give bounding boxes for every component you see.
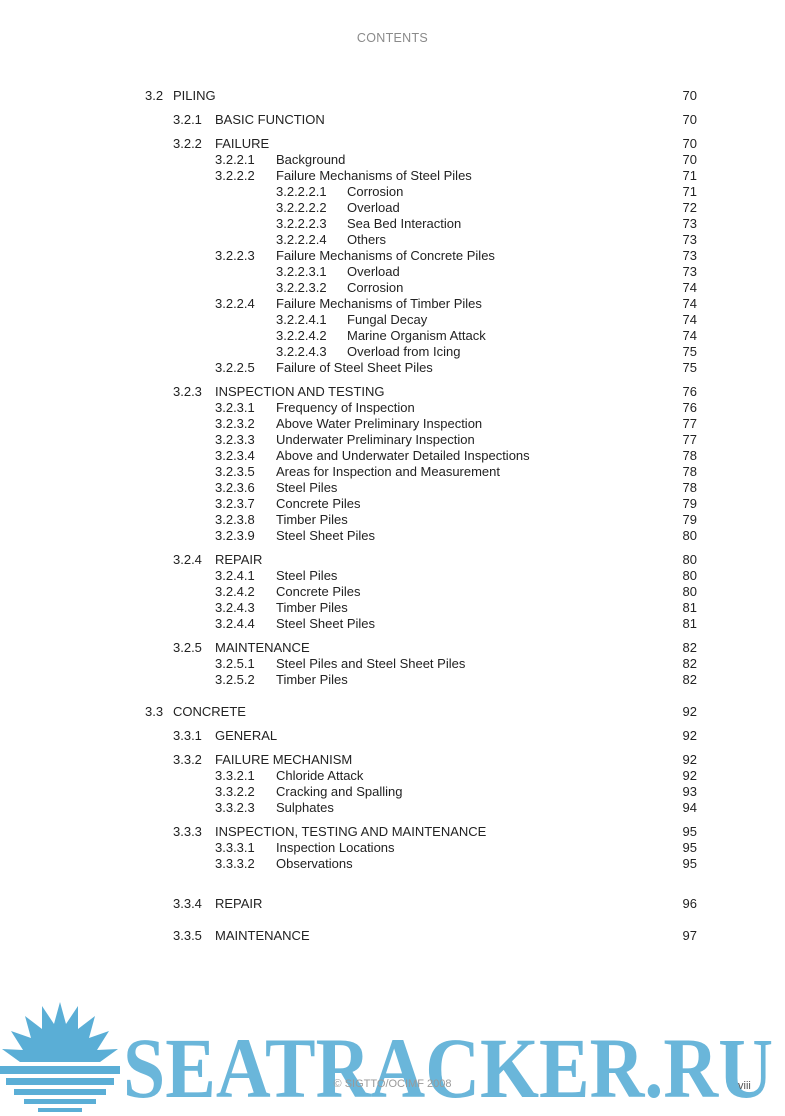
toc-entry[interactable] [0,384,785,400]
page-ref: 73 [682,264,697,279]
page-ref: 95 [682,856,697,871]
section-number: 3.2.3.9 [215,528,255,543]
section-title: REPAIR [215,552,263,567]
page-ref: 92 [682,704,697,719]
page-ref: 92 [682,752,697,767]
page-ref: 78 [682,448,697,463]
section-title: INSPECTION, TESTING AND MAINTENANCE [215,824,487,839]
page-ref: 76 [682,384,697,399]
section-number: 3.2.4.4 [215,616,255,631]
section-number: 3.2.2.4.3 [276,344,327,359]
toc-entry[interactable] [0,728,785,744]
page-ref: 92 [682,768,697,783]
section-number: 3.3.2.1 [215,768,255,783]
section-number: 3.2.2.2 [215,168,255,183]
toc-entry[interactable] [0,528,785,544]
page-ref: 80 [682,584,697,599]
section-number: 3.2 [145,88,164,103]
section-number: 3.3.3.1 [215,840,255,855]
section-title: Background [276,152,346,167]
section-title: REPAIR [215,896,263,911]
page-ref: 95 [682,824,697,839]
section-title: Failure Mechanisms of Concrete Piles [276,248,495,263]
section-number: 3.2.2.3.2 [276,280,327,295]
section-number: 3.2.4 [173,552,202,567]
section-number: 3.2.3.6 [215,480,255,495]
section-title: Inspection Locations [276,840,395,855]
page-ref: 71 [682,184,697,199]
toc-entry[interactable] [0,464,785,480]
section-title: PILING [173,88,216,103]
section-number: 3.3.1 [173,728,202,743]
section-title: Steel Piles [276,480,338,495]
section-title: Observations [276,856,353,871]
section-title: Timber Piles [276,672,348,687]
page-ref: 77 [682,432,697,447]
section-title: Failure Mechanisms of Steel Piles [276,168,472,183]
page-ref: 94 [682,800,697,815]
section-number: 3.3.2 [173,752,202,767]
toc-entry[interactable] [0,512,785,528]
page-ref: 81 [682,616,697,631]
page-ref: 70 [682,112,697,127]
section-number: 3.2.2.1 [215,152,255,167]
page-ref: 73 [682,248,697,263]
page-ref: 95 [682,840,697,855]
section-title: Others [347,232,387,247]
page-ref: 74 [682,296,697,311]
toc-entry[interactable] [0,296,785,312]
toc-entry[interactable] [0,400,785,416]
page-ref: 75 [682,344,697,359]
section-title: Underwater Preliminary Inspection [276,432,475,447]
watermark [0,998,785,1116]
page-ref: 71 [682,168,697,183]
section-title: BASIC FUNCTION [215,112,325,127]
toc-entry[interactable] [0,264,785,280]
page-ref: 74 [682,312,697,327]
page-ref: 73 [682,232,697,247]
section-number: 3.3.4 [173,896,202,911]
page-ref: 78 [682,480,697,495]
section-title: Steel Sheet Piles [276,616,376,631]
section-number: 3.2.2.5 [215,360,255,375]
section-title: Overload [347,264,400,279]
toc-entry[interactable] [0,928,785,944]
section-number: 3.2.3.3 [215,432,255,447]
toc-entry[interactable] [0,312,785,328]
page-ref: 80 [682,552,697,567]
toc-entry[interactable] [0,616,785,632]
section-title: Steel Piles and Steel Sheet Piles [276,656,466,671]
section-title: Sulphates [276,800,334,815]
section-title: GENERAL [215,728,278,743]
section-title: INSPECTION AND TESTING [215,384,385,399]
section-title: Areas for Inspection and Measurement [276,464,501,479]
toc-entry[interactable] [0,88,785,104]
section-title: Corrosion [347,280,404,295]
page-ref: 82 [682,656,697,671]
section-number: 3.2.5.2 [215,672,255,687]
copyright-footer: © SIGTTO/OCIMF 2008 [333,1078,452,1090]
page-ref: 79 [682,512,697,527]
watermark-text: SEATRACKER.RU [123,1020,773,1116]
section-title: Cracking and Spalling [276,784,403,799]
toc-entry[interactable] [0,112,785,128]
page-ref: 77 [682,416,697,431]
page-ref: 79 [682,496,697,511]
toc-entry[interactable] [0,232,785,248]
page-ref: 96 [682,896,697,911]
section-number: 3.3.3.2 [215,856,255,871]
page-ref: 80 [682,568,697,583]
page-ref: 82 [682,640,697,655]
page-ref: 82 [682,672,697,687]
toc-entry[interactable] [0,448,785,464]
section-title: Above Water Preliminary Inspection [276,416,483,431]
toc-entry[interactable] [0,568,785,584]
page-ref: 75 [682,360,697,375]
page-ref: 80 [682,528,697,543]
toc-entry[interactable] [0,152,785,168]
page-ref: 70 [682,152,697,167]
toc-entry[interactable] [0,800,785,816]
toc-entry[interactable] [0,752,785,768]
toc-entry[interactable] [0,784,785,800]
section-title: Chloride Attack [276,768,364,783]
page-ref: 74 [682,280,697,295]
toc-entry[interactable] [0,136,785,152]
section-title: MAINTENANCE [215,928,310,943]
section-number: 3.2.2.2.3 [276,216,327,231]
page-ref: 70 [682,88,697,103]
section-number: 3.2.5 [173,640,202,655]
section-number: 3.2.2.2.4 [276,232,327,247]
section-number: 3.2.4.2 [215,584,255,599]
toc-entry[interactable] [0,280,785,296]
page-ref: 72 [682,200,697,215]
toc-entry[interactable] [0,896,785,912]
section-title: Overload from Icing [347,344,461,359]
section-number: 3.2.5.1 [215,656,255,671]
toc-entry[interactable] [0,704,785,720]
toc-entry[interactable] [0,840,785,856]
section-title: Concrete Piles [276,496,361,511]
page-number: viii [738,1080,751,1092]
toc-entry[interactable] [0,200,785,216]
section-title: FAILURE [215,136,270,151]
section-title: Overload [347,200,400,215]
page-ref: 78 [682,464,697,479]
section-title: Failure of Steel Sheet Piles [276,360,433,375]
section-number: 3.3.2.3 [215,800,255,815]
section-title: Timber Piles [276,600,348,615]
toc-entry[interactable] [0,216,785,232]
section-title: Fungal Decay [347,312,428,327]
section-title: Above and Underwater Detailed Inspections [276,448,530,463]
toc-entry[interactable] [0,584,785,600]
section-title: Steel Piles [276,568,338,583]
section-number: 3.3.5 [173,928,202,943]
toc-entry[interactable] [0,432,785,448]
section-number: 3.2.3.5 [215,464,255,479]
section-number: 3.2.2.4.1 [276,312,327,327]
section-number: 3.2.2.2.1 [276,184,327,199]
section-number: 3.2.3.1 [215,400,255,415]
sun-logo-icon [0,1002,120,1112]
section-title: Sea Bed Interaction [347,216,462,231]
section-number: 3.2.4.1 [215,568,255,583]
section-title: Corrosion [347,184,404,199]
section-title: Frequency of Inspection [276,400,415,415]
page-ref: 76 [682,400,697,415]
page-header: CONTENTS [356,31,429,45]
section-title: FAILURE MECHANISM [215,752,353,767]
toc-entry[interactable] [0,328,785,344]
section-number: 3.3.3 [173,824,202,839]
toc-entry[interactable] [0,824,785,840]
toc-entry[interactable] [0,768,785,784]
section-title: CONCRETE [173,704,246,719]
page-ref: 92 [682,728,697,743]
section-number: 3.2.2.2.2 [276,200,327,215]
section-title: Timber Piles [276,512,348,527]
section-number: 3.2.2.4 [215,296,255,311]
toc-entry[interactable] [0,656,785,672]
toc-entry[interactable] [0,496,785,512]
section-number: 3.2.3.7 [215,496,255,511]
section-number: 3.2.3 [173,384,202,399]
toc-entry[interactable] [0,344,785,360]
section-number: 3.2.4.3 [215,600,255,615]
section-number: 3.2.3.4 [215,448,255,463]
toc-entry[interactable] [0,672,785,688]
page-ref: 73 [682,216,697,231]
section-number: 3.2.2 [173,136,202,151]
section-number: 3.2.2.4.2 [276,328,327,343]
toc-entry[interactable] [0,480,785,496]
section-number: 3.2.2.3 [215,248,255,263]
section-title: MAINTENANCE [215,640,310,655]
toc-entry[interactable] [0,600,785,616]
toc-entry[interactable] [0,248,785,264]
toc-entry[interactable] [0,184,785,200]
page-ref: 70 [682,136,697,151]
toc-entry[interactable] [0,416,785,432]
section-title: Failure Mechanisms of Timber Piles [276,296,482,311]
toc-entry[interactable] [0,168,785,184]
page-ref: 97 [682,928,697,943]
toc-entry[interactable] [0,640,785,656]
section-number: 3.2.3.8 [215,512,255,527]
section-title: Concrete Piles [276,584,361,599]
toc-entry[interactable] [0,552,785,568]
section-number: 3.2.1 [173,112,202,127]
section-number: 3.2.3.2 [215,416,255,431]
section-number: 3.2.2.3.1 [276,264,327,279]
toc-entry[interactable] [0,360,785,376]
page-ref: 81 [682,600,697,615]
section-title: Steel Sheet Piles [276,528,376,543]
page-ref: 74 [682,328,697,343]
section-number: 3.3 [145,704,164,719]
toc-entry[interactable] [0,856,785,872]
page-ref: 93 [682,784,697,799]
section-number: 3.3.2.2 [215,784,255,799]
section-title: Marine Organism Attack [347,328,486,343]
